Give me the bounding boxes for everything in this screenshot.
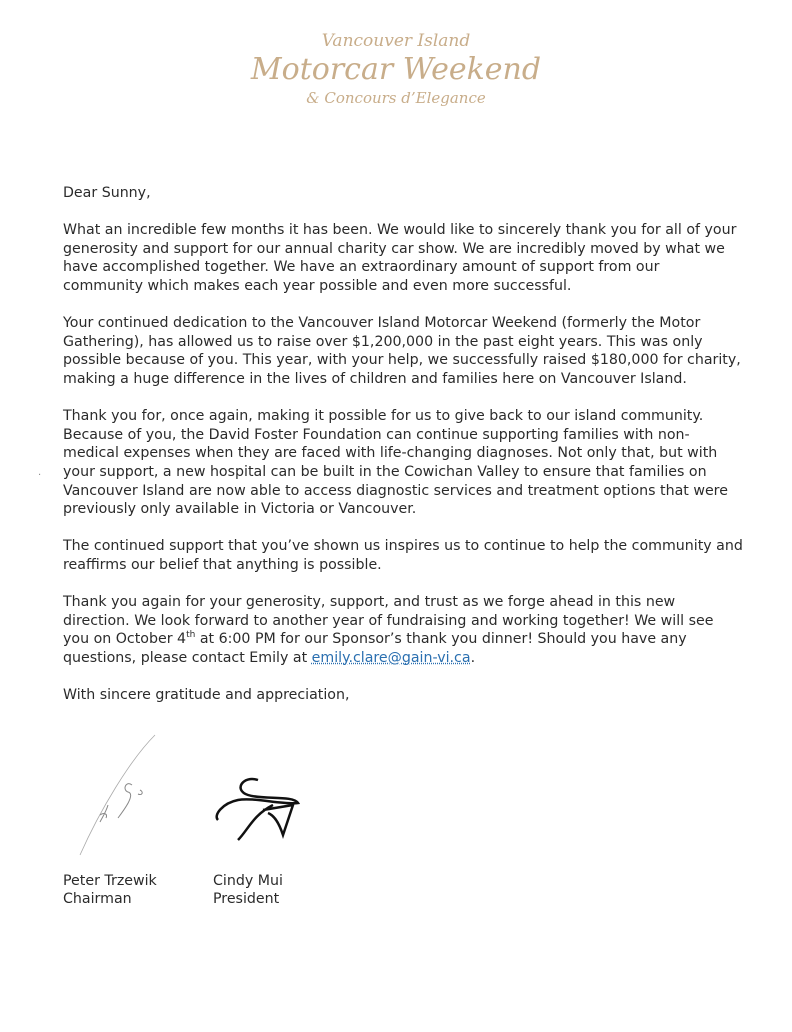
signatory-title: President: [213, 891, 280, 907]
signature-cindy-mui: [213, 775, 308, 845]
paragraph-5-text-c: .: [470, 649, 476, 666]
paragraph-1: What an incredible few months it has been. We would like to sincerely thank you for all of your generosity and support for our annual charity car show. We are incredibly moved by what we have accomplished together. We have an extraordinary amount of support from our community which makes each year possible and even more successful.: [63, 222, 737, 294]
paragraph-5-text-b: at 6:00 PM for our Sponsor’s thank you dinner! Should you have any questions, please contact Emily at: [63, 631, 687, 666]
letterhead: [0, 30, 792, 108]
salutation: Dear Sunny,: [63, 185, 151, 201]
signature-peter-trzewik: [70, 730, 160, 860]
signatory-name: Peter Trzewik: [63, 873, 157, 889]
scan-speck: ·: [38, 470, 42, 481]
ordinal-suffix: th: [186, 630, 196, 641]
closing: With sincere gratitude and appreciation,: [63, 687, 350, 704]
paragraph-3: Thank you for, once again, making it possible for us to give back to our island community. Because of you, the David Foster Foundation can continue supporting families with non-medical expenses when they are faced with life-changing diagnoses. Not only that, but with your support, a new hospital can be built in the Cowichan Valley to ensure that families on Vancouver Island are now able to access diagnostic services and treatment options that were previously only available in Victoria or Vancouver.: [63, 408, 728, 518]
signatory-title: Chairman: [63, 891, 132, 907]
paragraph-4: The continued support that you’ve shown us inspires us to continue to help the community and reaffirms our belief that anything is possible.: [63, 538, 743, 573]
letterhead-subtitle: & Concours d’Elegance: [306, 89, 486, 107]
email-link[interactable]: emily.clare@gain-vi.ca: [311, 649, 471, 666]
paragraph-5-text-a: Thank you again for your generosity, support, and trust as we forge ahead in this new direction. We look forward to another year of fundraising and working together! We will see you on October 4: [63, 594, 714, 648]
letterhead-title: Motorcar Weekend: [250, 52, 542, 87]
paragraph-2: Your continued dedication to the Vancouver Island Motorcar Weekend (formerly the Motor Gathering), has allowed us to raise over $1,200,000 in the past eight years. This was only possible because of you. This year, with your help, we successfully raised $180,000 for charity, making a huge difference in the lives of children and families here on Vancouver Island.: [63, 315, 741, 387]
signatory-2: [213, 872, 283, 908]
letter-body: [63, 184, 743, 723]
signatory-name: Cindy Mui: [213, 873, 283, 889]
paragraph-5: [63, 593, 743, 667]
signatory-1: [63, 872, 157, 908]
letterhead-line-1: Vancouver Island: [321, 31, 471, 51]
